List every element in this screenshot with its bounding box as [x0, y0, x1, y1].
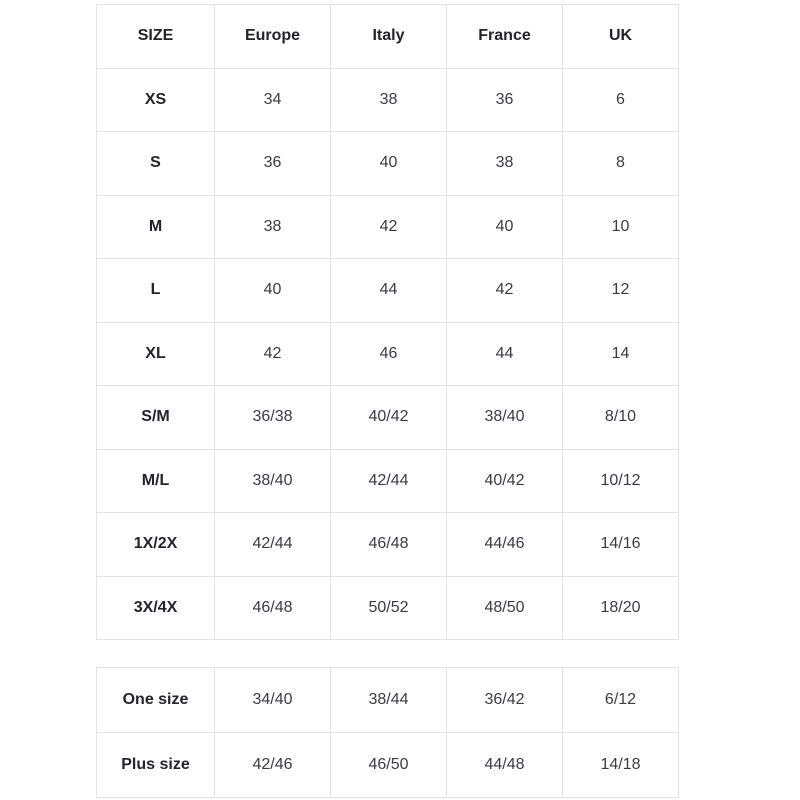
- table-body: [97, 668, 679, 798]
- table-row: [97, 259, 679, 323]
- table-row: [97, 195, 679, 259]
- size-label: M/L: [97, 449, 215, 513]
- column-header-uk: UK: [563, 5, 679, 69]
- size-value-europe: 36/38: [215, 386, 331, 450]
- size-value-uk: 10: [563, 195, 679, 259]
- size-label: Plus size: [97, 733, 215, 798]
- size-value-france: 48/50: [447, 576, 563, 640]
- main-size-table-container: [96, 4, 678, 640]
- size-value-europe: 36: [215, 132, 331, 196]
- size-value-europe: 42/44: [215, 513, 331, 577]
- table-row: [97, 386, 679, 450]
- size-value-italy: 42: [331, 195, 447, 259]
- size-value-europe: 42/46: [215, 733, 331, 798]
- table-row: [97, 322, 679, 386]
- table-row: [97, 576, 679, 640]
- size-value-uk: 12: [563, 259, 679, 323]
- size-label: XS: [97, 68, 215, 132]
- table-row: [97, 668, 679, 733]
- size-label: 1X/2X: [97, 513, 215, 577]
- size-value-uk: 8: [563, 132, 679, 196]
- size-value-france: 40/42: [447, 449, 563, 513]
- size-value-europe: 38/40: [215, 449, 331, 513]
- size-value-france: 36: [447, 68, 563, 132]
- size-value-europe: 34: [215, 68, 331, 132]
- size-value-italy: 46/48: [331, 513, 447, 577]
- size-value-europe: 42: [215, 322, 331, 386]
- size-value-france: 44/48: [447, 733, 563, 798]
- size-label: S: [97, 132, 215, 196]
- size-value-france: 40: [447, 195, 563, 259]
- size-value-italy: 40/42: [331, 386, 447, 450]
- size-value-europe: 38: [215, 195, 331, 259]
- size-value-france: 44/46: [447, 513, 563, 577]
- table-row: [97, 513, 679, 577]
- size-value-italy: 44: [331, 259, 447, 323]
- size-value-europe: 46/48: [215, 576, 331, 640]
- column-header-france: France: [447, 5, 563, 69]
- table-header: [97, 5, 679, 69]
- size-label: XL: [97, 322, 215, 386]
- size-value-italy: 46: [331, 322, 447, 386]
- column-header-europe: Europe: [215, 5, 331, 69]
- size-label: L: [97, 259, 215, 323]
- size-label: One size: [97, 668, 215, 733]
- size-value-france: 44: [447, 322, 563, 386]
- table-row: [97, 733, 679, 798]
- size-value-france: 36/42: [447, 668, 563, 733]
- secondary-size-table-container: [96, 667, 678, 798]
- size-value-uk: 14/16: [563, 513, 679, 577]
- size-value-uk: 10/12: [563, 449, 679, 513]
- size-value-uk: 14: [563, 322, 679, 386]
- size-value-uk: 6/12: [563, 668, 679, 733]
- size-value-france: 38: [447, 132, 563, 196]
- table-header-row: [97, 5, 679, 69]
- size-value-europe: 40: [215, 259, 331, 323]
- size-value-italy: 38: [331, 68, 447, 132]
- table-row: [97, 68, 679, 132]
- size-value-france: 42: [447, 259, 563, 323]
- table-body: [97, 68, 679, 640]
- table-row: [97, 449, 679, 513]
- secondary-size-table: [96, 667, 679, 798]
- size-value-uk: 18/20: [563, 576, 679, 640]
- size-value-uk: 6: [563, 68, 679, 132]
- size-value-italy: 40: [331, 132, 447, 196]
- size-value-italy: 42/44: [331, 449, 447, 513]
- size-value-italy: 50/52: [331, 576, 447, 640]
- size-value-uk: 8/10: [563, 386, 679, 450]
- table-row: [97, 132, 679, 196]
- size-value-france: 38/40: [447, 386, 563, 450]
- column-header-italy: Italy: [331, 5, 447, 69]
- size-value-uk: 14/18: [563, 733, 679, 798]
- size-value-italy: 38/44: [331, 668, 447, 733]
- main-size-table: [96, 4, 679, 640]
- size-value-italy: 46/50: [331, 733, 447, 798]
- size-label: M: [97, 195, 215, 259]
- size-label: S/M: [97, 386, 215, 450]
- size-label: 3X/4X: [97, 576, 215, 640]
- column-header-size: SIZE: [97, 5, 215, 69]
- size-value-europe: 34/40: [215, 668, 331, 733]
